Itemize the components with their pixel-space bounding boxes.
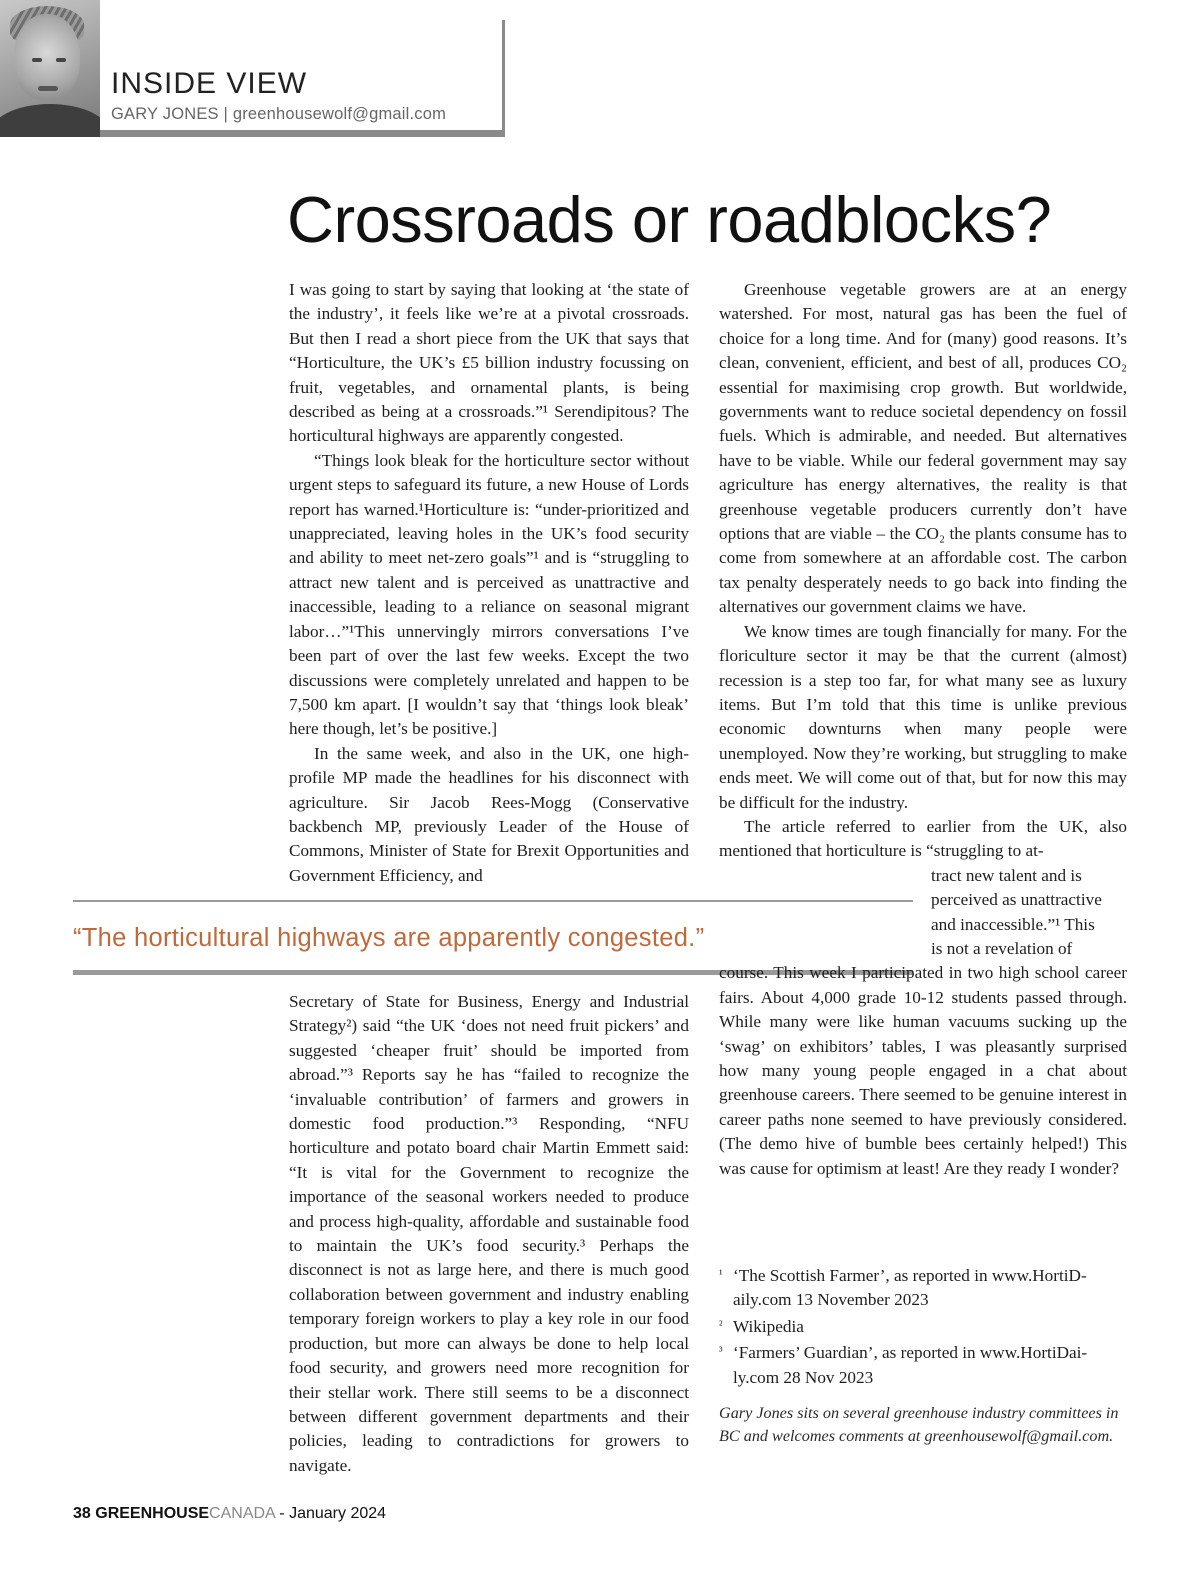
- footnote-text-continued: ly.com 28 Nov 2023: [733, 1367, 874, 1387]
- article-paragraph: We know times are tough financially for many. For the floriculture sector it may be that the current (almost) recession is a step too far, for what many see as luxury items. But I’m told that this time is unlike previous economic downturns when many people were unemployed. Now they’re working, but struggling to make ends meet. We will come out of that, but for now this may be difficult for the industry.: [719, 621, 1127, 812]
- article-paragraph: course. This week I participated in two high school career fairs. About 4,000 grade 10-12 students passed through. While many were like human vacuums sucking up the ‘swag’ on exhibitors’ tables, I was pleasantly surprised how many young people engaged in a chat about greenhouse careers. There seemed to be genuine interest in career paths none seemed to have previously considered. (The demo hive of bumble bees certainly helped!) This was cause for optimism at least! Are they ready I wonder?: [719, 963, 1127, 1178]
- footnote-number: ³: [719, 1344, 723, 1359]
- author-photo-eye: [32, 58, 42, 62]
- page-number: 38: [73, 1505, 91, 1522]
- article-paragraph: The article referred to earlier from the UK, also mentioned that horticulture is “struggling to at-: [719, 816, 1127, 861]
- footnote-number: ²: [719, 1317, 723, 1332]
- author-photo-mouth: [38, 86, 58, 91]
- article-column-left-top: [289, 278, 689, 888]
- magazine-country: CANADA: [209, 1505, 275, 1522]
- footnote-text: ‘Farmers’ Guardian’, as reported in www.HortiDai-: [733, 1343, 1088, 1363]
- article-wrapped-line: and inaccessible.”¹ This: [931, 914, 1095, 934]
- article-headline: Crossroads or roadblocks?: [287, 183, 1052, 256]
- article-wrapped-line: is not a revelation of: [931, 938, 1073, 958]
- article-wrapped-line: perceived as unattractive: [931, 890, 1102, 910]
- magazine-name: GREENHOUSE: [95, 1505, 210, 1522]
- pull-quote: “The horticultural highways are apparently congested.”: [73, 924, 705, 952]
- footnote: [719, 1339, 1127, 1390]
- author-byline: GARY JONES | greenhousewolf@gmail.com: [111, 105, 447, 123]
- article-column-left-bottom: [289, 990, 689, 1478]
- footnotes: [719, 1262, 1127, 1390]
- article-paragraph: Greenhouse vegetable growers are at an energy watershed. For most, natural gas has been the fuel of choice for a long time. And for (many) good reasons. It’s clean, convenient, efficient, and best of all, produces CO₂ essential for maximising crop growth. But worldwide, governments want to reduce societal dependency on fossil fuels. Which is admirable, and needed. But alternatives have to be viable. While our federal government may say agriculture has energy alternatives, the reality is that greenhouse vegetable producers currently don’t have options that are viable – the CO₂ the plants consume has to come from somewhere at an affordable cost. The carbon tax penalty desperately needs to go back into finding the alternatives our government claims we have.: [719, 280, 1127, 617]
- header-divider-vertical: [502, 20, 505, 137]
- column-label: INSIDE VIEW: [111, 67, 308, 100]
- article-paragraph: Secretary of State for Business, Energy and Industrial Strategy²) said “the UK ‘does not need fruit pickers’ and suggested ‘cheaper fruit’ should be imported from abroad.”³ Reports say he has “failed to recognize the ‘invaluable contribution’ of farmers and growers in domestic food production.”³ Responding, “NFU horticulture and potato board chair Martin Emmett said: “It is vital for the Government to recognize the importance of the seasonal workers needed to produce and process high-quality, affordable and sustainable food to maintain the UK’s food security.³ Perhaps the disconnect is not as large here, and there is much good collaboration between government and industry enabling temporary foreign workers to play a key role in our food production, but more can always be done to help local food security, and growers need more recognition for their stellar work. There still seems to be a disconnect between different government departments and their policies, leading to contradictions for growers to navigate.: [289, 992, 689, 1475]
- footnote-text: Wikipedia: [733, 1316, 804, 1336]
- page-footer: [73, 1504, 386, 1524]
- article-column-right: [719, 278, 1127, 1181]
- header-divider-horizontal: [100, 130, 505, 137]
- footnote-text-continued: aily.com 13 November 2023: [733, 1290, 929, 1310]
- footnote-number: ¹: [719, 1267, 723, 1281]
- footnote-text: ‘The Scottish Farmer’, as reported in www.HortiD-: [733, 1266, 1087, 1285]
- issue-date: - January 2024: [279, 1505, 387, 1522]
- footnote: [719, 1313, 1127, 1339]
- author-bio: Gary Jones sits on several greenhouse industry committees in BC and welcomes comments at greenhousewolf@gmail.com.: [719, 1404, 1119, 1445]
- article-paragraph: I was going to start by saying that looking at ‘the state of the industry’, it feels like we’re at a pivotal crossroads. But then I read a short piece from the UK that says that “Horticulture, the UK’s £5 billion industry focussing on fruit, vegetables, and ornamental plants, is being described as being at a crossroads.”¹ Serendipitous? The horticultural highways are apparently congested.: [289, 280, 689, 446]
- article-wrapped-line: tract new talent and is: [931, 865, 1082, 885]
- article-paragraph: In the same week, and also in the UK, one high-profile MP made the headlines for his disconnect with agriculture. Sir Jacob Rees-Mogg (Conservative backbench MP, previously Leader of the House of Commons, Minister of State for Brexit Opportunities and Government Efficiency, and: [289, 743, 689, 885]
- footnote: [719, 1262, 1127, 1313]
- author-photo-eye: [56, 58, 66, 62]
- author-photo: [0, 0, 100, 137]
- article-paragraph: “Things look bleak for the horticulture sector without urgent steps to safeguard its future, a new House of Lords report has warned.¹Horticulture is: “under-prioritized and unappreciated, leaving holes in the UK’s food security and ability to meet net-zero goals”¹ and is “struggling to attract new talent and is perceived as unattractive and inaccessible, leading to a reliance on seasonal migrant labor…”¹This unnervingly mirrors conversations I’ve been part of over the last few weeks. Except the two discussions were completely unrelated and happen to be 7,500 km apart. [I wouldn’t say that ‘things look bleak’ here though, let’s be positive.]: [289, 450, 689, 739]
- author-photo-shoulders: [0, 104, 100, 137]
